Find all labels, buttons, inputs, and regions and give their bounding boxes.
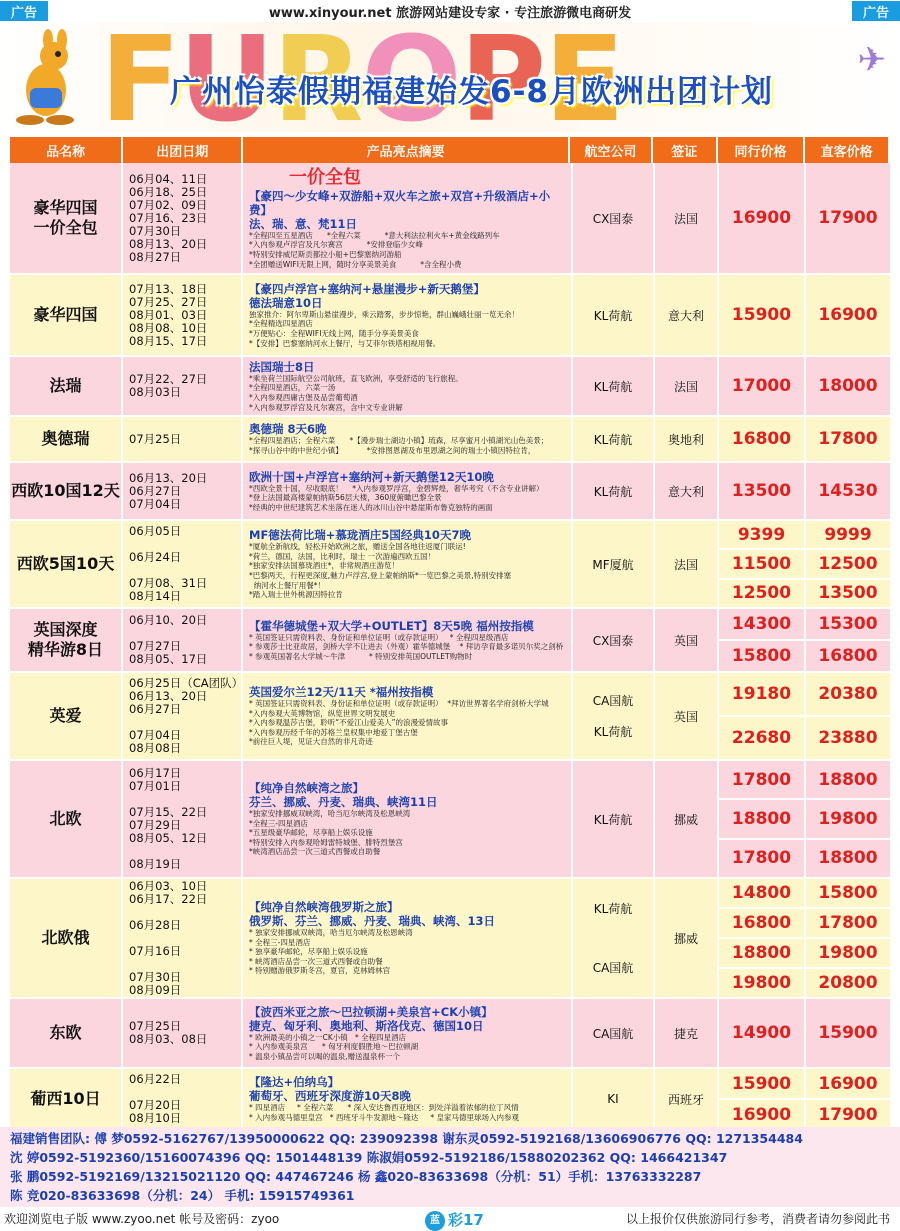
tour-table [10,137,890,1131]
price-value: 12500 [806,548,890,577]
retail-price [806,609,890,671]
highlight-line: * 全程三-四星酒店 [249,937,311,947]
departure-dates [123,463,243,519]
date-item: 06月13、20日 [129,689,208,703]
date-item: 07月25日 [129,1019,182,1033]
airline: KL荷航 [573,357,655,415]
date-item: 07月16、23日 [129,210,208,225]
departure-dates [123,761,243,877]
product-highlights [243,999,573,1067]
price-value: 14900 [731,1023,792,1043]
date-item: 06月18、25日 [129,184,208,199]
product-highlights [243,609,573,671]
highlight-line: * 入内参观美泉宫 * 匈牙利度假胜地～巴拉顿湖 [249,1042,419,1052]
price-value: 17800 [818,429,878,449]
price-value: 18800 [719,798,804,837]
visa: 意大利 [655,275,719,355]
date-item: 07月20日 [129,1098,182,1112]
highlight-line: *峡湾酒店品尝一次三道式西餐或自助餐 [249,847,381,857]
airline: KL荷航 [573,761,655,877]
highlight-line: *巴黎两天，行程更深度,魅力卢浮宫,登上蒙帕纳斯*一览巴黎之美景,特别安排塞 [249,571,512,580]
product-name: 葡西10日 [10,1069,123,1129]
table-row[interactable] [10,521,890,609]
trade-price [719,275,806,355]
site-slogan: www.xinyour.net 旅游网站建设专家 · 专注旅游微电商研发 [268,5,632,21]
departure-dates [123,163,243,273]
highlight-line: * 欧洲最美的小镇之一CK小镇 * 全程四星酒店 [249,1032,407,1042]
product-name: 北欧 [10,761,123,877]
date-item: 06月13、20日 [129,470,208,485]
price-value: 14300 [731,614,792,634]
highlight-line: * 参观英国著名大学城～牛津 * 特别安排英国OUTLET购物时 [249,651,473,661]
date-item: 07月16日 [129,943,182,958]
product-name: 法瑞 [10,357,123,415]
departure-dates [123,609,243,671]
price-value: 18800 [806,838,890,877]
departure-dates [123,1069,243,1129]
table-row[interactable] [10,879,890,999]
retail-price [806,163,890,273]
page-badge-icon: 蓝 [425,1211,445,1231]
trade-price [719,417,806,461]
price-value: 20800 [806,967,890,997]
tour-title[interactable]: 【隆达+伯纳乌】 葡萄牙、西班牙深度游10天8晚 [249,1075,412,1104]
header-trade-price: 同行价格 [718,137,806,163]
date-item: 08月03、08日 [129,1032,208,1046]
date-item: 08月01、03日 [129,307,208,322]
contact-line: 沈 婷0592-5192360/15160074396 QQ: 1501448139 陈淑娟0592-5192186/15880202362 QQ: 1466421347 [10,1150,728,1165]
tour-title[interactable]: 【豪四卢浮宫+塞纳河+悬崖漫步+新天鹅堡】 德法瑞意10日 [249,281,485,310]
retail-price [806,673,890,759]
visa: 法国 [655,521,719,607]
date-item: 07月04日 [129,496,182,511]
highlight-line: *全团赠送WIFI无限上网，随时分享美景美食 *含全程小费 [249,259,462,269]
retail-price [806,761,890,877]
highlight-line: * 英国签证只需资料表、身份证和单位证明（或存款证明） *拜访世界著名学府剑桥大学城 [249,699,549,709]
product-name: 豪华四国 [10,275,123,355]
highlight-line: *全程四星酒店；全程六菜 *【漫步瑞士湖边小镇】琉森，尽享蜜月小镇湖光山色美景； [249,436,549,446]
trade-price [719,761,806,877]
price-value: 16900 [719,1098,804,1129]
date-item: 06月27日 [129,483,182,498]
trade-price [719,673,806,759]
departure-dates [123,417,243,461]
contact-line: 陈 竞020-83633698（分机：24） 手机: 15915749361 [10,1188,355,1203]
price-value: 15300 [818,614,878,634]
price-value: 13500 [731,481,792,501]
trade-price [719,357,806,415]
highlight-line: *全程三-四星酒店 [249,818,308,828]
date-item: 08月13、20日 [129,236,208,251]
tour-title[interactable]: 奥德瑞 8天6晚 [249,422,327,437]
banner [0,22,900,132]
price-value: 18800 [719,937,804,967]
table-row[interactable] [10,1069,890,1131]
visa: 英国 [655,609,719,671]
date-item: 06月03、10日 [129,878,208,893]
highlight-line: *前往巨人堤，见证大自然的非凡奇迹 [249,737,373,747]
price-value: 22680 [719,715,804,759]
date-item: 07月01日 [129,779,182,793]
date-item: 08月05、12日 [129,831,208,845]
highlight-line: * 入内参观马德里皇宫 * 西班牙斗牛发源地～隆达 * 皇家马德里球场入内参观 [249,1113,519,1122]
price-value: 15900 [818,1023,878,1043]
visa: 意大利 [655,463,719,519]
price-value: 9399 [737,524,786,545]
airplane-icon: ✈ [857,40,886,80]
sales-team-footer [0,1127,900,1207]
visa: 西班牙 [655,1069,719,1129]
product-name: 奥德瑞 [10,417,123,461]
retail-price [806,521,890,607]
highlight-line: *乘坐荷兰国际航空公司航班，直飞欧洲，享受舒适的飞行旅程。 [249,373,463,383]
highlight-line: *入内参观大英博物馆，纵览世界文明发展史 [249,708,396,718]
price-value: 15800 [818,883,878,903]
highlight-line: *探寻山谷中的中世纪小镇】 *安排图恩湖及布里恩湖之间的瑞士小镇因特拉肯， [249,446,536,455]
tour-title[interactable]: 【纯净自然峡湾之旅】 芬兰、挪威、丹麦、瑞典、峡湾11日 [249,781,438,810]
date-item: 07月08、31日 [129,576,208,590]
header-product: 品名称 [10,137,123,163]
date-item: 07月25、27日 [129,294,208,309]
date-item: 08月14日 [129,589,182,603]
product-highlights [243,761,573,877]
header-visa: 签证 [653,137,718,163]
price-value: 9999 [824,524,872,545]
highlight-line: *五星级豪华邮轮，尽享船上娱乐设施 [249,828,373,838]
highlight-line: *入内参观罗浮宫及凡尔赛宫，含中文专业讲解 [249,402,403,412]
departure-dates [123,879,243,997]
product-name: 英国深度 精华游8日 [10,609,123,671]
product-highlights [243,673,573,759]
price-value: 17900 [806,1098,890,1129]
table-row[interactable] [10,463,890,521]
price-value: 15900 [731,305,792,325]
date-item: 08月08、10日 [129,320,208,335]
airline: KL荷航 [573,275,655,355]
product-name: 西欧5国10天 [10,521,123,607]
price-value: 11500 [719,548,804,577]
tour-title[interactable]: 【豪四～少女峰+双游船+双火车之旅+双宫+升级酒店+小费】 法、瑞、意、梵11日 [249,188,551,231]
price-value: 19800 [719,967,804,997]
highlight-line: * 参观莎士比亚故居，剑桥大学不让进去（外观）霍华德城堡 * 拜访孕育最多诺贝尔奖之剑桥 [249,642,564,652]
table-row[interactable] [10,673,890,761]
date-item: 06月17日 [129,766,182,780]
date-item: 07月22、27日 [129,372,208,386]
airline: CX国泰 [573,163,655,273]
header-dates: 出团日期 [123,137,243,163]
date-item: 07月04日 [129,728,182,742]
highlight-line: *独家安排法国慕珑酒庄*，非常规酒庄游览！ [249,561,399,571]
highlight-line: 独家推介：阿尔卑斯山悬崖漫步，乘云踏雾，步步惊艳，群山巍峨壮丽一览无余！ [249,309,519,319]
date-item: 07月15、22日 [129,805,208,819]
retail-price [806,463,890,519]
highlight-line: *踏入瑞士世外桃源因特拉肯 [249,590,343,600]
product-name: 英爱 [10,673,123,759]
date-item: 08月10日 [129,1111,182,1125]
price-value: 18000 [818,376,878,396]
date-item: 07月25日 [129,431,182,446]
table-row[interactable] [10,761,890,879]
price-value: 16800 [719,907,804,937]
departure-dates [123,673,243,759]
table-row[interactable] [10,357,890,417]
highlight-line: *经典的中世纪建筑艺术坐落在迷人的冰川山谷中悬崖斯布鲁克独特的画面 [249,502,493,512]
highlight-line: *【安排】巴黎塞纳河水上餐厅，与艾菲尔铁塔相视用餐。 [249,338,441,348]
highlight-line: *入内参观西庸古堡及品尝葡萄酒 [249,393,358,402]
date-item: 07月13、18日 [129,281,208,296]
visa: 英国 [655,673,719,759]
date-item: 08月05、17日 [129,652,208,666]
price-value: 19180 [731,684,792,704]
highlight-line: * 独家安排挪威双峡湾，哈当厄尔峡湾及松恩峡湾 [249,928,413,938]
price-value: 16900 [818,1073,878,1094]
price-value: 17900 [818,208,878,228]
table-row[interactable] [10,163,890,275]
highlight-line: * 特别赠游俄罗斯冬宫，夏宫，克林姆林宫 [249,966,391,976]
highlight-line: *全程精选四星酒店 [249,319,313,329]
ad-left-badge[interactable]: 广告 [0,1,48,21]
header-retail-price: 直客价格 [805,137,890,163]
contact-line: 福建销售团队: 傅 梦0592-5162767/13950000622 QQ: 239092398 谢东灵0592-5192168/13606906776 QQ: 1271354484 [10,1131,803,1146]
date-item: 06月05日 [129,524,182,538]
table-body [10,163,890,1131]
tour-title[interactable]: 【波西米亚之旅～巴拉顿湖+美泉宫+CK小镇】 捷克、匈牙利、奥地利、斯洛伐克、德国10日 [249,1004,493,1033]
departure-dates [123,999,243,1067]
date-item: 07月30日 [129,223,182,238]
highlight-line: *登上法国最高楼蒙帕纳斯56层大楼，360度俯瞰巴黎全景 [249,493,442,503]
price-value: 14530 [818,481,878,501]
retail-price [806,417,890,461]
kangaroo-mascot-icon [8,28,82,128]
trade-price [719,609,806,671]
header-highlights: 产品亮点摘要 [243,137,570,163]
airline: KL荷航 [573,463,655,519]
highlight-line: * 四星酒店 * 全程六菜 * 深入安达鲁西亚地区：到处洋溢着浓郁的拉丁风情 [249,1103,519,1113]
price-value: 13500 [806,578,890,607]
product-highlights [243,417,573,461]
highlight-line: *特别安排威尼斯贡都拉小船+巴黎塞纳河游船 [249,250,402,259]
airline: MF厦航 [573,521,655,607]
price-value: 18800 [818,769,878,790]
product-highlights [243,275,573,355]
promo-label: 一价全包 [289,166,361,188]
date-item: 06月28日 [129,917,182,932]
tour-title[interactable]: 法国瑞士8日 [249,359,315,374]
product-highlights [243,879,573,997]
price-value: 15800 [719,639,804,671]
trade-price [719,1069,806,1129]
date-item: 08月15、17日 [129,333,208,348]
departure-dates [123,275,243,355]
date-item: 07月02、09日 [129,197,208,212]
price-value: 19800 [806,798,890,837]
airline: KL荷航 CA国航 [573,879,655,997]
highlight-line: *荷兰，德国，法国，比利时，瑞士 一次游遍西欧五国！ [249,551,436,561]
tour-title[interactable]: 【纯净自然峡湾俄罗斯之旅】 俄罗斯、芬兰、挪威、丹麦、瑞典、峡湾、13日 [249,900,496,929]
product-name: 东欧 [10,999,123,1067]
price-value: 16800 [806,639,890,671]
departure-dates [123,357,243,415]
retail-price [806,879,890,997]
top-bar [0,0,900,22]
date-item: 06月27日 [129,702,182,716]
table-row[interactable] [10,275,890,357]
highlight-line: *独家安排挪威双峡湾，哈当厄尔峡湾及松恩峡湾 [249,809,411,819]
product-name: 西欧10国12天 [10,463,123,519]
highlight-line: *入内参观温莎古堡，聆听“不爱江山爱美人”的浪漫爱情故事 [249,718,449,728]
date-item: 06月04、11日 [129,171,208,186]
page-number: 蓝 彩17 [425,1209,484,1231]
retail-price [806,999,890,1067]
tour-title[interactable]: 英国爱尔兰12天/11天 *福州按指模 [249,685,434,700]
highlight-line: *万便贴心：全程WIFI无线上网，随手分享美景美食 [249,329,419,338]
site-login-note[interactable]: 欢迎浏览电子版 www.zyoo.net 帐号及密码：zyoo [4,1212,280,1226]
airline: CX国泰 [573,609,655,671]
highlight-line: * 英国签证只需资料表、身份证和单位证明（或存款证明） * 全程四星级酒店 [249,632,509,642]
visa: 挪威 [655,879,719,997]
product-highlights [243,463,573,519]
price-value: 17800 [806,907,890,937]
date-item: 08月09日 [129,982,182,997]
price-value: 19800 [806,937,890,967]
tour-title[interactable]: MF德法荷比瑞+慕珑酒庄5国经典10天7晚 [249,528,471,543]
trade-price [719,463,806,519]
highlight-line: *全程四星酒店，六菜一汤 [249,383,336,393]
visa: 奥地利 [655,417,719,461]
date-item: 08月08日 [129,741,182,755]
date-item: 07月27日 [129,639,182,653]
visa: 挪威 [655,761,719,877]
highlight-line: *西欧全景十国，尽收眼底！ *入内参观罗浮宫，金碧辉煌，奢华考究（不含专业讲解） [249,483,544,493]
date-item: 08月19日 [129,857,182,871]
departure-dates [123,521,243,607]
ad-right-badge[interactable]: 广告 [852,1,900,21]
airline: CA国航 KL荷航 [573,673,655,759]
price-value: 12500 [719,578,804,607]
highlight-line: *全程四至五星酒店 *全程六菜 *意大利法拉利火车+黄金线路列车 [249,230,500,240]
visa: 法国 [655,163,719,273]
disclaimer: 以上报价仅供旅游同行参考，消费者请勿参阅此书 [625,1212,890,1226]
price-value: 16900 [731,208,792,228]
contact-line: 张 鹏0592-5192169/13215021120 QQ: 447467246 杨 鑫020-83633698（分机：51）手机：13763332287 [10,1169,702,1184]
highlight-line: *厦航全新航线，轻松开始欧洲之旅，赠送全国各地往返厦门联运! [249,542,466,552]
product-highlights [243,163,573,273]
price-value: 17800 [719,838,804,877]
date-item: 08月03日 [129,385,182,399]
price-value: 16800 [731,429,792,449]
table-header [10,137,890,163]
date-item: 07月29日 [129,818,182,832]
tour-title[interactable]: 欧洲十国+卢浮宫+塞纳河+新天鹅堡12天10晚 [249,469,494,484]
page-title: 广州怡泰假期福建始发6-8月欧洲出团计划 [170,74,774,110]
product-name: 北欧俄 [10,879,123,997]
date-item: 06月17、22日 [129,891,208,906]
retail-price [806,357,890,415]
highlight-line: * 峡湾酒店品尝一次三道式西餐或自助餐 [249,956,383,966]
header-airline: 航空公司 [570,137,653,163]
highlight-line: * 温泉小镇品尝可以喝的温泉,赠送温泉杯一个 [249,1051,401,1061]
price-value: 16900 [818,305,878,325]
highlight-line: * 独享豪华邮轮，尽享船上娱乐设施 [249,947,368,957]
tour-title[interactable]: 【霍华德城堡+双大学+OUTLET】8天5晚 福州按指模 [249,618,534,633]
price-value: 15900 [731,1073,792,1094]
date-item: 06月24日 [129,550,182,564]
retail-price [806,275,890,355]
date-item: 08月27日 [129,249,182,264]
product-highlights [243,357,573,415]
retail-price [806,1069,890,1129]
airline: KL荷航 [573,417,655,461]
airline: CA国航 [573,999,655,1067]
airline: KI [573,1069,655,1129]
price-value: 17800 [731,769,792,790]
table-row[interactable] [10,999,890,1069]
highlight-line: *入内参观历经千年的苏格兰皇权集中地爱丁堡古堡 [249,727,418,737]
table-row[interactable] [10,609,890,673]
europe-big-letters: FUROPE [100,22,623,132]
product-highlights [243,521,573,607]
product-name: 豪华四国 一价全包 [10,163,123,273]
trade-price [719,163,806,273]
product-highlights [243,1069,573,1129]
price-value: 23880 [806,715,890,759]
visa: 法国 [655,357,719,415]
visa: 捷克 [655,999,719,1067]
trade-price [719,879,806,997]
date-item: 07月30日 [129,969,182,984]
table-row[interactable] [10,417,890,463]
highlight-line: *入内参观卢浮宫及凡尔赛宫 *安排登临少女峰 [249,240,423,250]
price-value: 17000 [731,376,792,396]
date-item: 06月25日（CA团队） [129,676,244,690]
price-value: 20380 [818,684,878,704]
highlight-line: 纳河水上餐厅用餐*！ [249,580,326,590]
trade-price [719,521,806,607]
highlight-line: *特别安排入内参观哈姆雷特城堡、腓特烈堡宫 [249,837,403,847]
price-value: 14800 [731,883,792,903]
date-item: 06月22日 [129,1072,182,1086]
trade-price [719,999,806,1067]
date-item: 06月10、20日 [129,613,208,627]
